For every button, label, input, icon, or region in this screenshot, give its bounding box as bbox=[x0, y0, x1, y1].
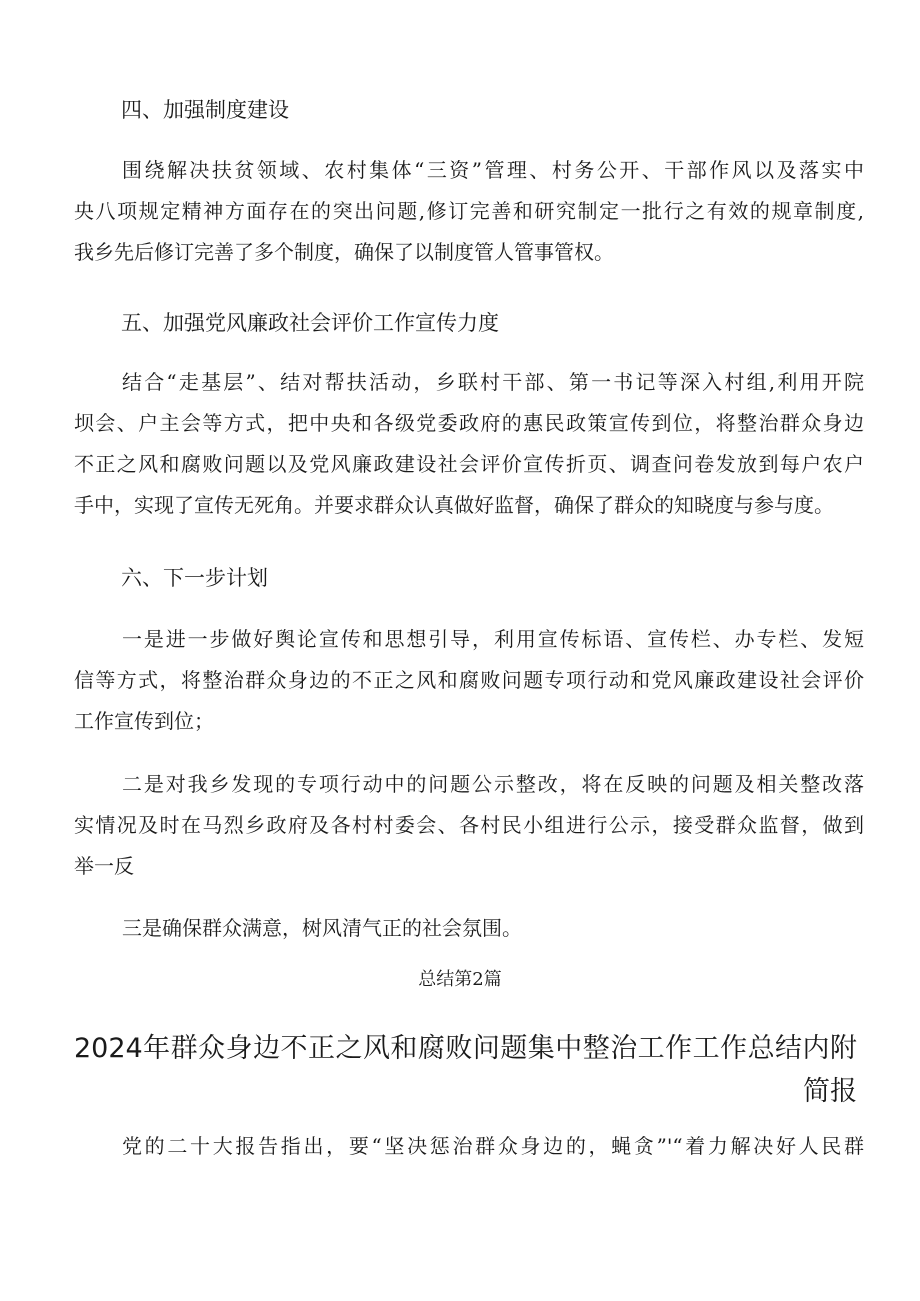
section-4-paragraph bbox=[74, 150, 864, 273]
paragraph-line: 党的二十大报告指出，要“坚决惩治群众身边的，蝇贪”'“着力解决好人民群 bbox=[122, 1134, 864, 1158]
document-title-line-2: 简报 bbox=[803, 1076, 857, 1107]
paragraph-line: 围绕解决扶贫领域、农村集体“三资”管理、村务公开、干部作风以及落实中 bbox=[122, 158, 864, 182]
intro-paragraph bbox=[74, 1126, 864, 1167]
plan-item-1 bbox=[74, 619, 864, 742]
paragraph-line: 二是对我乡发现的专项行动中的问题公示整改，将在反映的问题及相关整改落 bbox=[122, 772, 864, 796]
paragraph-line: 举一反 bbox=[74, 854, 134, 878]
plan-item-3: 三是确保群众满意，树风清气正的社会氛围。 bbox=[122, 916, 522, 940]
section-heading-4: 四、加强制度建设 bbox=[121, 98, 289, 122]
section-heading-5: 五、加强党风廉政社会评价工作宣传力度 bbox=[121, 311, 499, 335]
document-title-line-1: 2024年群众身边不正之风和腐败问题集中整治工作工作总结内附 bbox=[74, 1033, 857, 1064]
paragraph-line: 工作宣传到位； bbox=[74, 709, 214, 733]
paragraph-line: 坝会、户主会等方式，把中央和各级党委政府的惠民政策宣传到位，将整治群众身边 bbox=[74, 411, 864, 435]
paragraph-line: 我乡先后修订完善了多个制度，确保了以制度管人管事管权。 bbox=[74, 240, 614, 264]
section-label: 总结第2篇 bbox=[418, 969, 502, 990]
paragraph-line: 手中，实现了宣传无死角。并要求群众认真做好监督，确保了群众的知晓度与参与度。 bbox=[74, 493, 834, 517]
paragraph-line: 信等方式，将整治群众身边的不正之风和腐败问题专项行动和党风廉政建设社会评价 bbox=[74, 668, 864, 692]
paragraph-line: 实情况及时在马烈乡政府及各村村委会、各村民小组进行公示，接受群众监督，做到 bbox=[74, 813, 864, 837]
section-5-paragraph bbox=[74, 362, 864, 526]
section-heading-6: 六、下一步计划 bbox=[121, 566, 268, 590]
plan-item-2 bbox=[74, 764, 864, 887]
paragraph-line: 结合“走基层”、结对帮扶活动，乡联村干部、第一书记等深入村组,利用开院 bbox=[122, 370, 864, 394]
paragraph-line: 一是进一步做好舆论宣传和思想引导，利用宣传标语、宣传栏、办专栏、发短 bbox=[122, 627, 864, 651]
document-title bbox=[74, 1027, 857, 1113]
paragraph-line: 央八项规定精神方面存在的突出问题,修订完善和研究制定一批行之有效的规章制度, bbox=[74, 199, 864, 223]
paragraph-line: 不正之风和腐败问题以及党风廉政建设社会评价宣传折页、调查问卷发放到每户农户 bbox=[74, 452, 864, 476]
